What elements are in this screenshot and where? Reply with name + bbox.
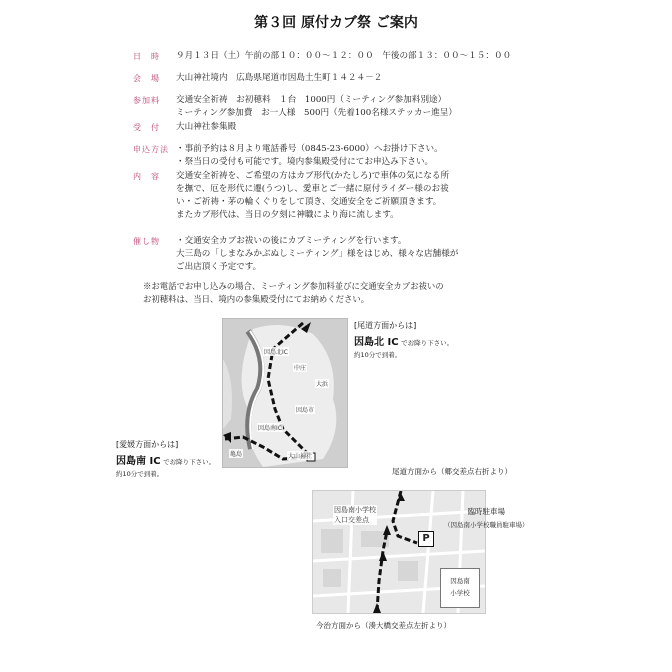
island-map-drawing	[223, 319, 347, 467]
map1-label: 亀島	[230, 451, 243, 458]
row-value: 大山神社境内 広島県尾道市因島土生町１４２４－２	[176, 73, 383, 83]
intersection-label: 因島南小学校 入口交差点	[334, 506, 376, 524]
school-line2: 小学校	[450, 589, 470, 597]
parking-caption	[444, 506, 529, 529]
note-line: お初穂料は、当日、境内の参集殿受付にてお納めください。	[143, 294, 370, 304]
map1-label: 因島北IC	[264, 349, 288, 356]
row-label: 催し物	[133, 237, 160, 246]
map-left-caption	[116, 439, 215, 478]
row-value: 大三島の「しまなみかぶぬしミーティング」様をはじめ、様々な店舗様が	[176, 249, 459, 259]
left-caption-exit: でお降り下さい。	[163, 458, 216, 466]
row-label: 日 時	[133, 52, 160, 61]
row-label: 内 容	[133, 172, 160, 181]
left-caption-ic: 因島南 IC	[116, 456, 161, 467]
map2-bottom-caption: 今治方面から（湊大橋交差点左折より）	[316, 621, 451, 630]
row-label: 申込方法	[133, 145, 169, 154]
left-caption-heading: [愛媛方面からは]	[116, 440, 179, 449]
parking-icon: P	[418, 531, 434, 547]
map1-label: 因島市	[296, 407, 315, 414]
parking-title: 臨時駐車場	[467, 507, 505, 516]
row-value: ミーティング参加費 お一人様 500円（先着100名様ステッカー進呈）	[176, 108, 457, 118]
map1-caption	[354, 320, 453, 359]
map1-caption-ic: 因島北 IC	[354, 337, 399, 348]
row-value: 大山神社参集殿	[176, 122, 237, 132]
row-value: を撫で、厄を形代に遷(うつ)し、愛車とご一緒に原付ライダー様のお祓	[176, 184, 449, 194]
parking-sub: （因島南小学校職員駐車場）	[444, 521, 529, 529]
map2-top-caption: 尾道方面から（郷交差点右折より）	[392, 467, 512, 476]
row-value: ・交通安全カブお祓いの後にカブミーティングを行います。	[176, 236, 407, 246]
map1-caption-time: 約10分で到着。	[354, 351, 402, 359]
row-value: 交通安全祈祷 お初穂料 １台 1000円（ミーティング参加料別途）	[176, 95, 447, 105]
map1-label: 大山神社	[288, 453, 313, 460]
map1-label: 中庄	[294, 365, 307, 372]
row-value: またカブ形代は、当日の夕刻に神職により海に流します。	[176, 210, 399, 220]
map1-caption-heading: [尾道方面からは]	[354, 321, 417, 330]
row-label: 受 付	[133, 123, 160, 132]
row-label: 会 場	[133, 74, 160, 83]
row-value: 交通安全祈祷を、ご希望の方はカブ形代(かたしろ)で車体の気になる所	[176, 171, 450, 181]
island-map	[222, 318, 348, 468]
row-value: ・事前予約は８月より電話番号（0845-23-6000）へお掛け下さい。	[176, 144, 443, 154]
row-label: 参加料	[133, 96, 160, 105]
note-line: ※お電話でお申し込みの場合、ミーティング参加料並びに交通安全カブお祓いの	[143, 281, 444, 291]
school-box	[440, 568, 480, 608]
school-line1: 因島南	[450, 577, 470, 585]
page-title: 第３回 原付カブ祭 ご案内	[254, 15, 418, 31]
map1-caption-exit: でお降り下さい。	[401, 339, 454, 347]
row-value: ご出店頂く予定です。	[176, 262, 262, 272]
row-value: ９月１３日（土）午前の部１０：００～１２：００ 午後の部１３：００～１５：００	[176, 51, 512, 61]
map1-label: 大浜	[316, 381, 329, 388]
row-value: い・ご祈祷・茅の輪くぐりをして頂き、交通安全をご祈願頂きます。	[176, 197, 442, 207]
row-value: ・祭当日の受付も可能です。境内参集殿受付にてお申込み下さい。	[176, 157, 434, 167]
left-caption-time: 約10分で到着。	[116, 470, 164, 478]
map1-label: 因島南IC	[258, 425, 282, 432]
